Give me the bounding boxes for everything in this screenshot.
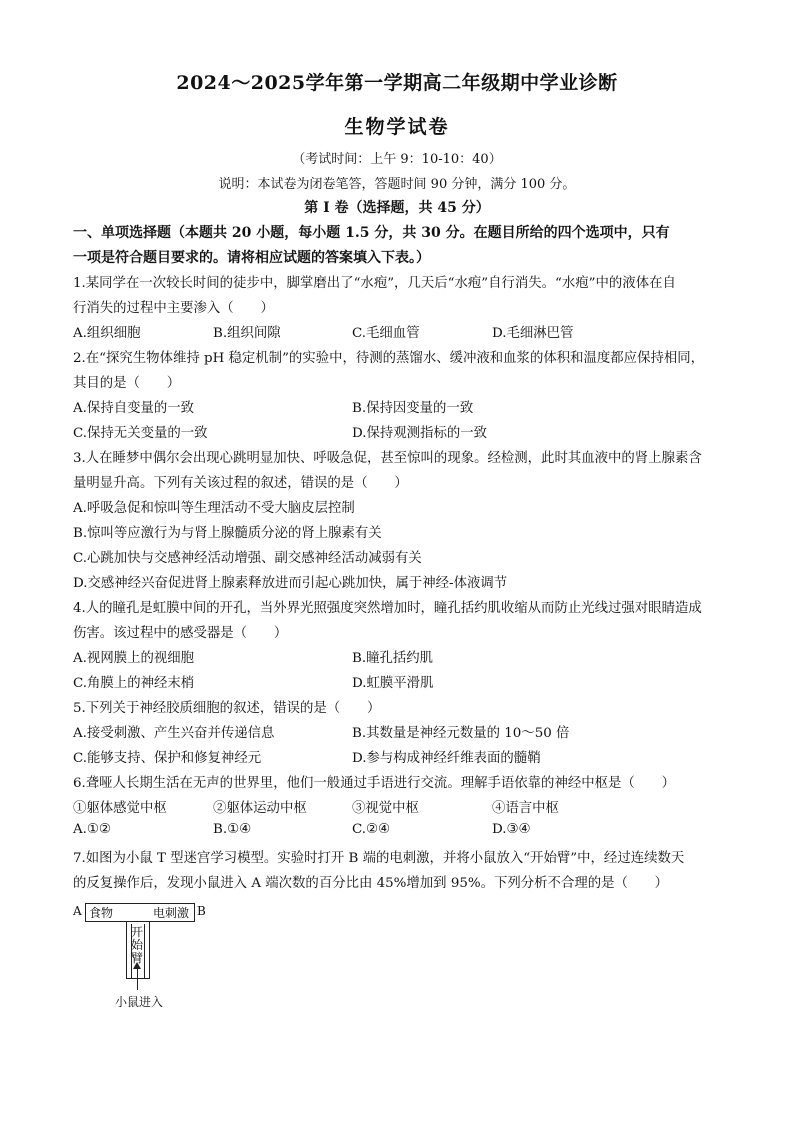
q5-stem-1: 5.下列关于神经胶质细胞的叙述，错误的是（ ）	[73, 701, 381, 716]
q2-option-d: D.保持观测指标的一致	[352, 426, 488, 441]
section-instruction-1: 一、单项选择题（本题共 20 小题，每小题 1.5 分，共 30 分。在题目所给的四个选项中，只有	[73, 225, 670, 241]
maze-end-b-label: B	[197, 904, 206, 918]
q5-option-a: A.接受刺激、产生兴奋并传递信息	[73, 726, 275, 741]
maze-food-label: 食物	[89, 906, 114, 920]
q4-option-d: D.虹膜平滑肌	[352, 676, 434, 691]
entry-arrow-shaft	[137, 966, 138, 990]
exam-subtitle: 生物学试卷	[344, 116, 450, 138]
q3-stem-1: 3.人在睡梦中偶尔会出现心跳明显加快、呼吸急促，甚至惊叫的现象。经检测，此时其血液中的肾上腺素含	[73, 451, 702, 466]
exam-note: 说明：本试卷为闭卷笔答，答题时间 90 分钟，满分 100 分。	[218, 177, 576, 192]
maze-start-arm-label: 开 始 臂	[131, 925, 144, 965]
entry-arrow-head-icon	[133, 962, 141, 969]
exam-title: 2024～2025学年第一学期高二年级期中学业诊断	[176, 72, 618, 94]
q2-stem-2: 其目的是（ ）	[73, 376, 181, 391]
q3-option-d: D.交感神经兴奋促进肾上腺素释放进而引起心跳加快，属于神经-体液调节	[73, 576, 508, 591]
q3-option-c: C.心跳加快与交感神经活动增强、副交感神经活动减弱有关	[73, 551, 422, 566]
q6-option-d: D.③④	[492, 822, 531, 837]
q4-stem-1: 4.人的瞳孔是虹膜中间的开孔，当外界光照强度突然增加时，瞳孔括约肌收缩从而防止光线过强对眼睛造成	[73, 601, 702, 616]
q3-option-a: A.呼吸急促和惊叫等生理活动不受大脑皮层控制	[73, 501, 355, 516]
q6-stem-1: 6.聋哑人长期生活在无声的世界里，他们一般通过手语进行交流。理解手语依靠的神经中枢是（ ）	[73, 776, 675, 791]
q6-option-c: C.②④	[352, 822, 391, 837]
q2-option-c: C.保持无关变量的一致	[73, 426, 208, 441]
q1-option-d: D.毛细淋巴管	[492, 326, 574, 341]
q1-stem-1: 1.某同学在一次较长时间的徒步中，脚掌磨出了“水疱”，几天后“水疱”自行消失。“水疱”中的液体在自	[73, 276, 676, 291]
q6-item-3: ③视觉中枢	[352, 801, 419, 816]
q3-stem-2: 量明显升高。下列有关该过程的叙述，错误的是（ ）	[73, 476, 408, 491]
part-heading: 第 I 卷（选择题，共 45 分）	[304, 200, 490, 216]
q5-option-b: B.其数量是神经元数量的 10～50 倍	[352, 726, 570, 741]
q6-option-b: B.①④	[213, 822, 252, 837]
q2-option-b: B.保持因变量的一致	[352, 401, 474, 416]
t-maze-figure	[73, 900, 213, 1010]
q1-option-b: B.组织间隙	[213, 326, 281, 341]
q1-stem-2: 行消失的过程中主要渗入（ ）	[73, 301, 274, 316]
q4-option-b: B.瞳孔括约肌	[352, 651, 434, 666]
q7-stem-1: 7.如图为小鼠 T 型迷宫学习模型。实验时打开 B 端的电刺激，并将小鼠放入“开始臂”中，经过连续数天	[73, 851, 685, 866]
q5-option-d: D.参与构成神经纤维表面的髓鞘	[352, 751, 541, 766]
q1-option-a: A.组织细胞	[73, 326, 141, 341]
maze-shock-label: 电刺激	[153, 906, 190, 920]
q6-item-2: ②躯体运动中枢	[213, 801, 307, 816]
maze-end-a-label: A	[73, 904, 82, 918]
q2-option-a: A.保持自变量的一致	[73, 401, 195, 416]
q4-option-c: C.角膜上的神经末梢	[73, 676, 195, 691]
q6-item-4: ④语言中枢	[492, 801, 559, 816]
maze-entry-label: 小鼠进入	[115, 995, 164, 1009]
q2-stem-1: 2.在“探究生物体维持 pH 稳定机制”的实验中，待测的蒸馏水、缓冲液和血浆的体积和温度都应保持相同，	[73, 351, 705, 366]
q4-stem-2: 伤害。该过程中的感受器是（ ）	[73, 626, 288, 641]
exam-time: （考试时间：上午 9：10-10：40）	[292, 152, 502, 167]
q6-item-1: ①躯体感觉中枢	[73, 801, 167, 816]
q6-option-a: A.①②	[73, 822, 111, 837]
q1-option-c: C.毛细血管	[352, 326, 420, 341]
section-instruction-2: 一项是符合题目要求的。请将相应试题的答案填入下表。）	[73, 250, 430, 266]
q5-option-c: C.能够支持、保护和修复神经元	[73, 751, 262, 766]
q3-option-b: B.惊叫等应激行为与肾上腺髓质分泌的肾上腺素有关	[73, 526, 382, 541]
q4-option-a: A.视网膜上的视细胞	[73, 651, 195, 666]
q7-stem-2: 的反复操作后，发现小鼠进入 A 端次数的百分比由 45%增加到 95%。下列分析不合理的是（ ）	[73, 876, 669, 891]
